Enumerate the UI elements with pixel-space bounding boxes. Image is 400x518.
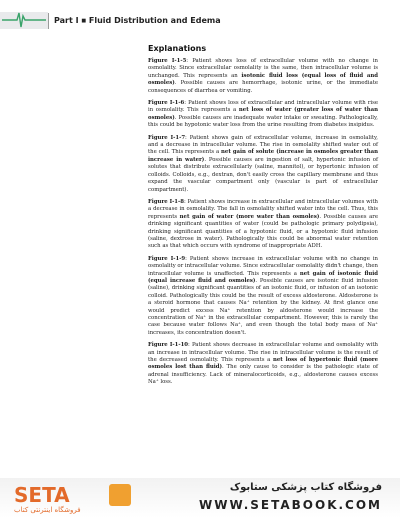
store-name: فروشگاه کتاب پزشکی ستابوک bbox=[229, 482, 382, 493]
paragraph-text: . Possible causes are isotonic fluid infusion (saline), drinking significant quantities of an isotonic fluid, or infusion of an isotonic colloid. Pathologically this could be the result of excess aldosterone. Aldosterone is a steroid hormone that causes Na⁺ retention by the kidney. At first glance one would predict excess Na⁺ retention by aldosterone would increase the concentration of Na⁺ in the extracellular compartment. However, this is rarely the case because water follows Na⁺, and even though the total body mass of Na⁺ increases, its concentration doesn't. bbox=[148, 277, 378, 336]
explanation-paragraph bbox=[148, 199, 378, 251]
key-finding: net gain of water (more water than osmoles) bbox=[179, 213, 320, 220]
key-finding: net gain of solute (increase in osmoles greater than increase in water) bbox=[148, 149, 378, 163]
key-finding: isotonic fluid loss (equal loss of fluid and osmoles) bbox=[148, 72, 378, 87]
paragraph-text: : Patient shows loss of extracellular and intracellular volume with rise in osmolality. This represents a bbox=[148, 100, 378, 114]
header-chapter-title: Fluid Distribution and Edema bbox=[88, 16, 221, 25]
section-title: Explanations bbox=[148, 44, 207, 53]
key-finding: net gain of isotonic fluid (equal increase fluid and osmoles) bbox=[148, 270, 378, 284]
explanation-paragraph bbox=[148, 256, 378, 337]
figure-reference: Figure I-1-8 bbox=[148, 198, 184, 205]
paragraph-text: : Patient shows increase in extracellular volume with no change in osmolality or intracellular volume. Since extracellular osmolality didn't change, then intracellular volume is unaffected. This represents a bbox=[148, 255, 378, 277]
paragraph-text: : Patient shows decrease in extracellular volume and osmolality with an increase in intracellular volume. The rise in intracellular volume is the result of the decreased osmolality. This represents a bbox=[148, 342, 378, 364]
paragraph-text: : Patient shows increase in extracellular and intracellular volumes with a decrease in osmolality. The fall in osmolality shifted water into the cell. Thus, this represents bbox=[148, 198, 378, 220]
paragraph-text: . Possible causes are hemorrhage, isotonic urine, or the immediate consequences of diarrhea or vomiting. bbox=[148, 80, 378, 94]
header-divider bbox=[48, 13, 49, 29]
header-bullet: ■ bbox=[81, 18, 87, 24]
paragraph-text: . Possible causes are drinking significant quantities of water (could be pathologic primary polydipsia), drinking significant quantities of a hypotonic fluid, or a hypotonic fluid infusion (saline, dextrose in water). Pathologically this could be abnormal water retention such as that which occurs with syndrome of inappropriate ADH. bbox=[148, 213, 378, 250]
logo-subtitle: فروشگاه اینترنتی کتاب bbox=[14, 506, 81, 514]
paragraph-text: . Possible causes are ingestion of salt, hypertonic infusion of solutes that distribute extracellularly (saline, mannitol), or hypertonic infusion of colloids. Colloids, e.g., dextran, don't easily cross the capillary membrane and thus expand the vascular compartment only (vascular is part of extracellular compartment). bbox=[148, 156, 379, 193]
explanation-paragraph bbox=[148, 342, 378, 386]
paragraph-text: . The only cause to consider is the pathologic state of adrenal insufficiency. Lack of mineralocorticoids, e.g., aldosterone causes excess Na⁺ loss. bbox=[148, 364, 378, 386]
key-finding: net loss of water (greater loss of water than osmoles) bbox=[148, 107, 379, 121]
explanations-section bbox=[148, 44, 378, 392]
explanation-paragraph bbox=[148, 58, 378, 95]
paragraph-text: : Patient shows loss of extracellular volume with no change in osmolality. Since extracellular osmolality is the same, then intracellular volume is unchanged. This represents an bbox=[148, 58, 378, 79]
paragraph-text: : Patient shows gain of extracellular volume, increase in osmolality, and a decrease in intracellular volume. The rise in osmolality shifted water out of the cell. This represents a bbox=[148, 134, 378, 156]
logo-text: SETA bbox=[14, 483, 70, 507]
seta-logo bbox=[14, 484, 144, 514]
key-finding: net loss of hypertonic fluid (more osmoles lost than fluid) bbox=[148, 357, 379, 371]
header-part: Part I bbox=[54, 16, 79, 25]
figure-reference: Figure I-1-5 bbox=[148, 58, 187, 64]
figure-reference: Figure I-1-9 bbox=[148, 255, 186, 262]
logo-box-icon bbox=[109, 484, 131, 506]
paragraph-list bbox=[148, 58, 378, 387]
store-url[interactable]: WWW.SETABOOK.COM bbox=[198, 498, 382, 512]
explanation-paragraph bbox=[148, 135, 378, 194]
figure-reference: Figure I-1-10 bbox=[148, 342, 189, 349]
explanation-paragraph bbox=[148, 100, 378, 130]
figure-reference: Figure I-1-7 bbox=[148, 134, 186, 141]
paragraph-text: . Possible causes are inadequate water intake or sweating. Pathologically, this could be hypotonic water loss from the urine resulting from diabetes insipidus. bbox=[148, 114, 378, 129]
running-header bbox=[0, 0, 400, 40]
ecg-icon bbox=[2, 10, 46, 30]
header-title bbox=[54, 13, 221, 29]
figure-reference: Figure I-1-6 bbox=[148, 100, 185, 107]
